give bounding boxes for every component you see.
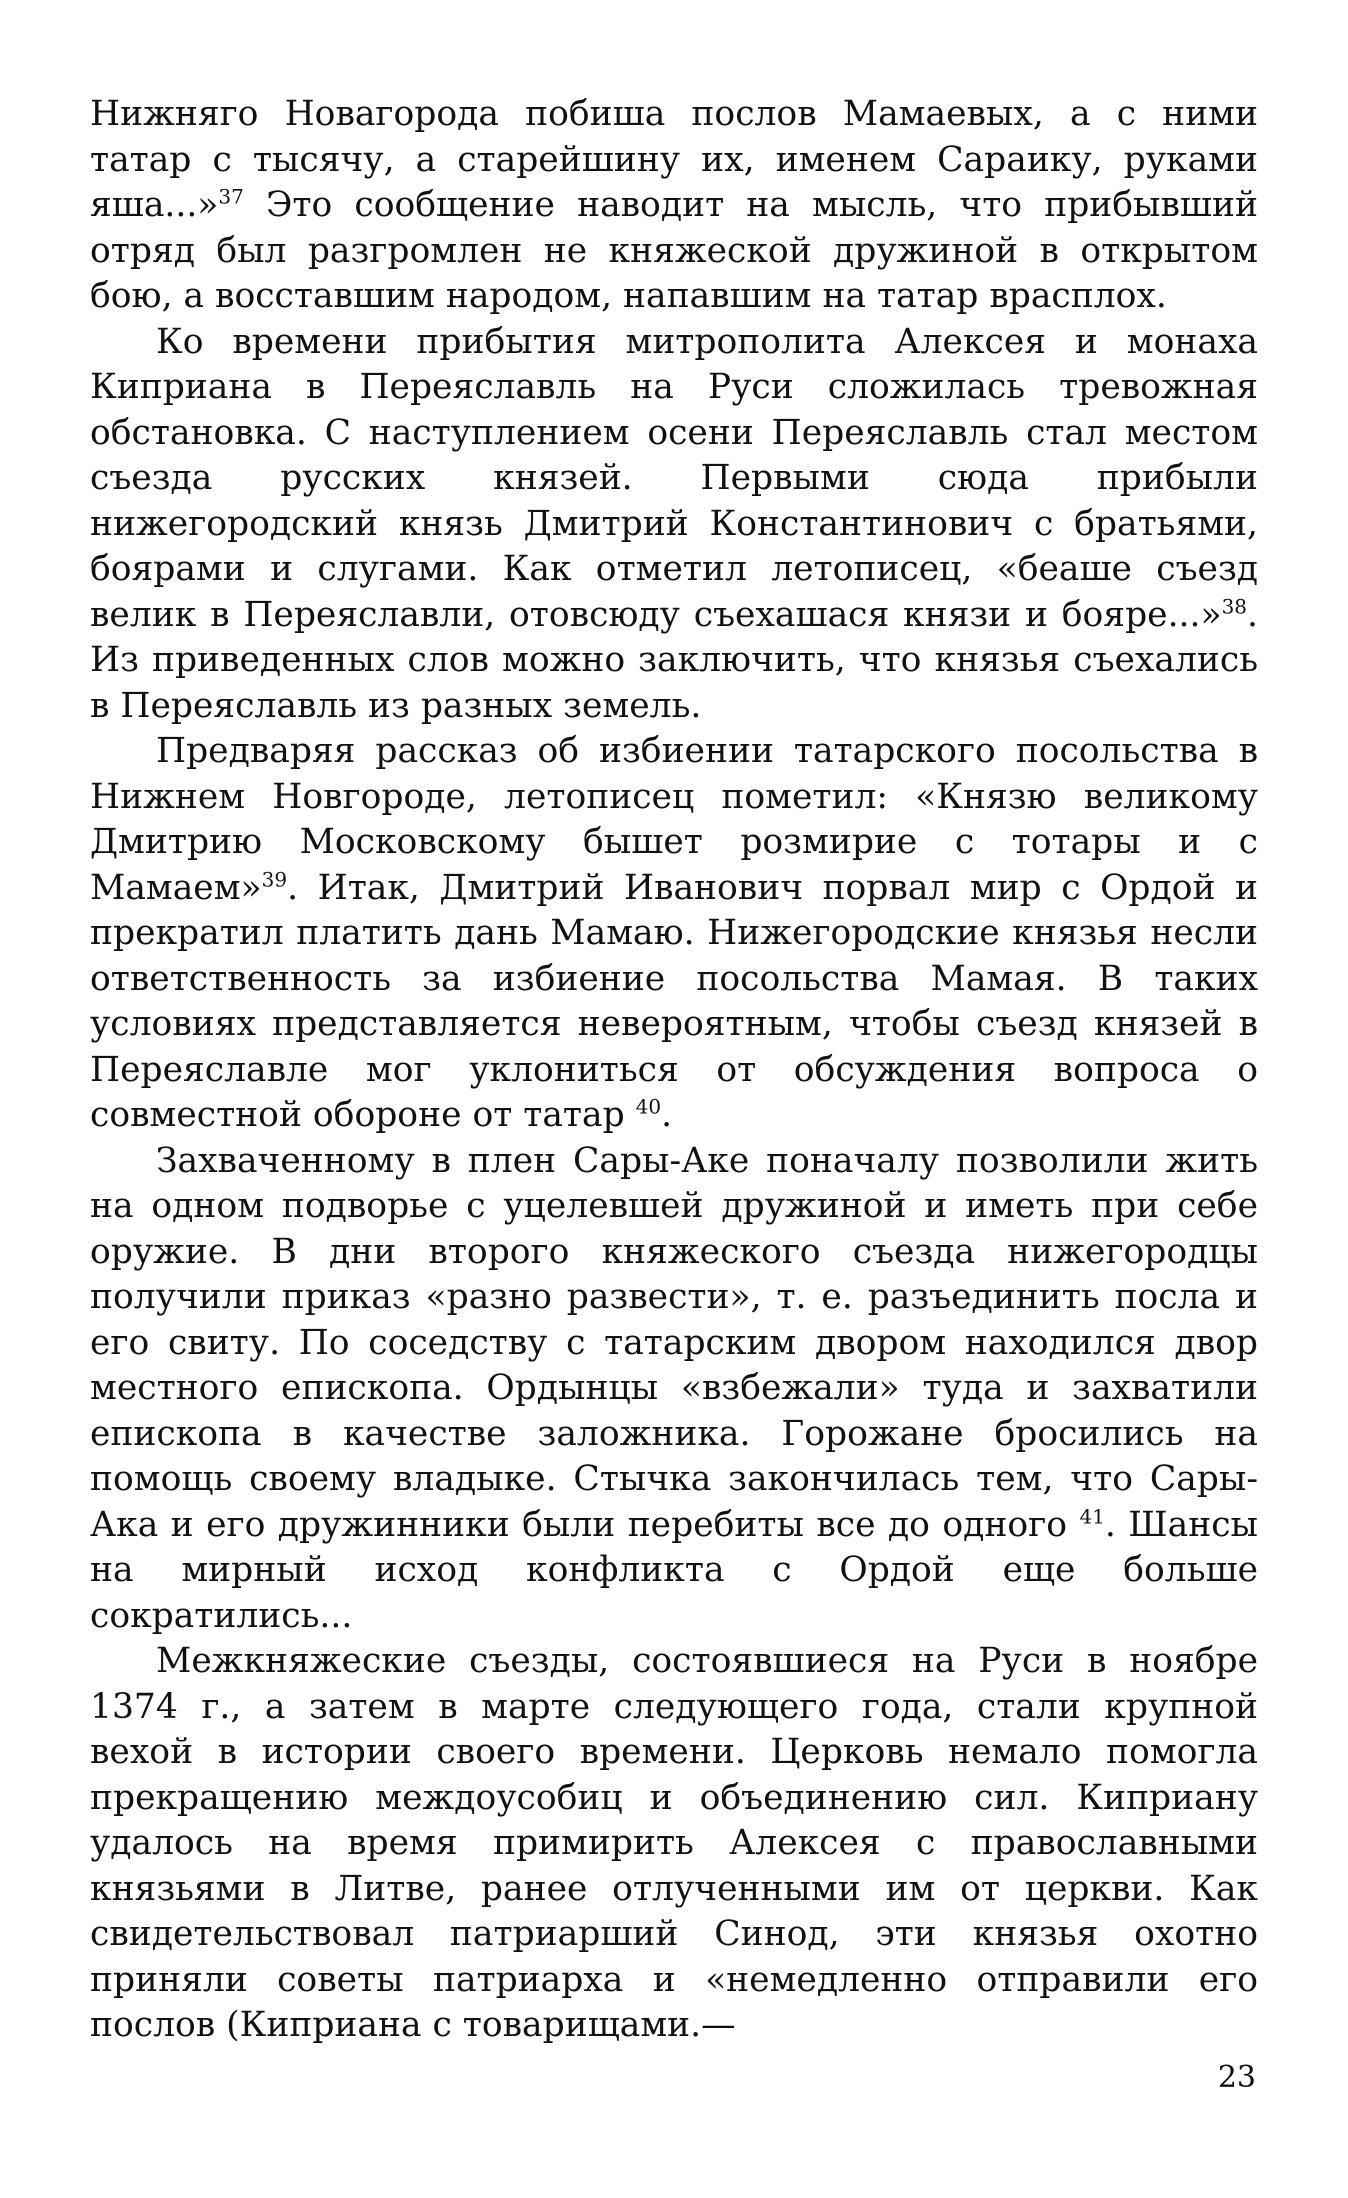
paragraph [90, 320, 1258, 730]
footnote-ref: 38 [1221, 594, 1248, 618]
paragraph [90, 1139, 1258, 1640]
paragraph-text: Предваряя рассказ об избиении татарского посольства в Нижнем Новгороде, летописец пометил: «Князю великому Дмитрию Московскому бышет розмирие с тотары и с Мамаем» [90, 731, 1258, 908]
page-number: 23 [1217, 2060, 1256, 2095]
paragraph-text: . Шансы на мирный исход конфликта с Ордой еще больше сократились... [90, 1504, 1258, 1636]
footnote-ref: 37 [218, 184, 244, 209]
paragraph-text: Межкняжеские съезды, состоявшиеся на Руси в ноябре 1374 г., а затем в марте следующего года, стали крупной вехой в истории своего времени. Церковь немало помогла прекращению междоусобиц и объединению сил. Киприану удалось на время примирить Алексея с православными князьями в Литве, ранее отлученными им от церкви. Как свидетельствовал патриарший Синод, эти князья охотно приняли советы патриарха и «немедленно отправили его послов (Киприана с товарищами.— [90, 1641, 1258, 2045]
footnote-ref: 39 [261, 867, 288, 891]
paragraph-text: . Из приведенных слов можно заключить, что князья съехались в Переяславль из разных земель. [90, 594, 1258, 726]
paragraph-text: Ко времени прибытия митрополита Алексея и монаха Киприана в Переяславль на Руси сложилась тревожная обстановка. С наступлением осени Переяславль стал местом съезда русских князей. Первыми сюда прибыли нижегородский князь Дмитрий Константинович с братьями, боярами и слугами. Как отметил летописец, «беаше съезд велик в Переяславли, отовсюду съехашася князи и бояре...» [90, 321, 1258, 635]
paragraph [90, 92, 1258, 320]
paragraph-text: Это сообщение наводит на мысль, что прибывший отряд был разгромлен не княжеской дружиной в открытом бою, а восставшим народом, напавшим на татар врасплох. [90, 185, 1258, 316]
footnote-ref: 41 [1079, 1504, 1105, 1528]
paragraph-text: . [661, 1095, 673, 1135]
paragraph-text: . Итак, Дмитрий Иванович порвал мир с Ордой и прекратил платить дань Мамаю. Нижегородские князья несли ответственность за избиение посольства Мамая. В таких условиях представляется невероятным, чтобы съезд князей в Переяславле мог уклониться от обсуждения вопроса о совместной обороне от татар [90, 867, 1258, 1135]
paragraph [90, 729, 1258, 1139]
paragraph-text: Захваченному в плен Сары-Аке поначалу позволили жить на одном подворье с уцелевшей дружиной и иметь при себе оружие. В дни второго княжеского съезда нижегородцы получили приказ «разно развести», т. е. разъединить посла и его свиту. По соседству с татарским двором находился двор местного епископа. Ордынцы «взбежали» туда и захватили епископа в качестве заложника. Горожане бросились на помощь своему владыке. Стычка закончилась тем, что Сары-Ака и его дружинники были перебиты все до одного [90, 1140, 1258, 1545]
paragraph [90, 1639, 1258, 2049]
footnote-ref: 40 [635, 1094, 662, 1119]
text-body [90, 92, 1258, 2049]
paragraph-text: Нижняго Новагорода побиша послов Мамаевых, а с ними татар с тысячу, а старейшину их, именем Сараику, руками яша...» [90, 94, 1258, 225]
